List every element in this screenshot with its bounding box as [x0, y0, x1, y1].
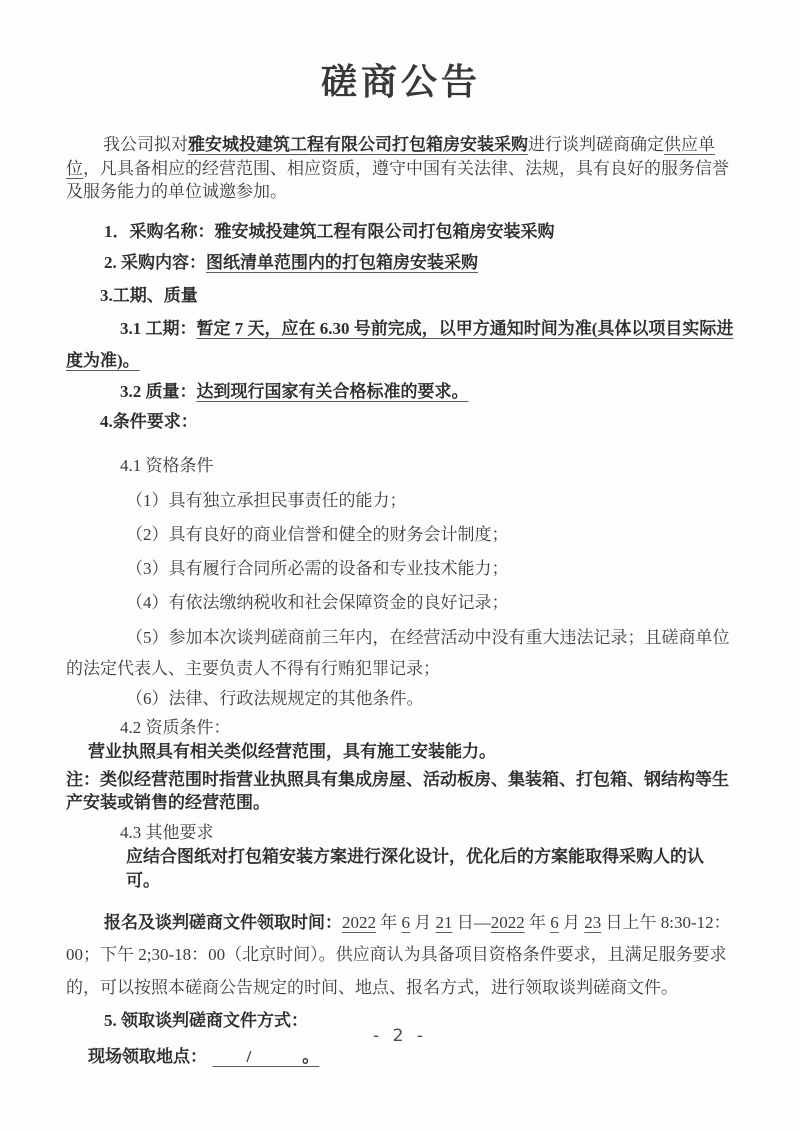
intro-paragraph	[66, 133, 736, 204]
duration-label: 3.1 工期：	[120, 318, 197, 338]
registration-sep3: 日—	[452, 912, 491, 932]
qualification-condition-5: （5）参加本次谈判磋商前三年内，在经营活动中没有重大违法记录；且磋商单位的法定代表人、主要负责人不得有行贿犯罪记录；	[66, 627, 730, 678]
qualification-condition-4: （4）有依法缴纳税收和社会保障资金的良好记录；	[126, 592, 509, 612]
scope-note: 注：类似经营范围时指营业执照具有集成房屋、活动板房、集装箱、打包箱、钢结构等生产安装或销售的经营范围。	[66, 769, 729, 812]
intro-tail: ，凡具备相应的经营范围、相应资质，遵守中国有关法律、法规，具有良好的服务信誉及服务能力的单位诚邀参加。	[66, 158, 729, 201]
registration-month2: 6	[550, 912, 559, 932]
quality-value: 达到现行国家有关合格标准的要求。	[196, 381, 469, 401]
document-content	[0, 54, 800, 1070]
registration-day1: 21	[435, 912, 453, 932]
registration-day2: 23	[584, 912, 602, 932]
registration-year2: 2022	[490, 912, 525, 932]
pickup-location-blank: / 。	[212, 1047, 320, 1066]
intro-supplier: 供应单位	[66, 135, 715, 178]
pickup-location-line	[88, 1044, 736, 1070]
section5-heading: 5. 领取谈判磋商文件方式：	[104, 1011, 308, 1030]
qualification-condition-3: （3）具有履行合同所必需的设备和专业技术能力；	[126, 558, 509, 578]
section43-heading: 4.3 其他要求	[120, 822, 214, 842]
intro-project-name: 雅安城投建筑工程有限公司打包箱房安装采购	[188, 135, 528, 154]
pickup-location-label: 现场领取地点：	[88, 1047, 199, 1066]
section4-heading: 4.条件要求：	[100, 411, 198, 431]
qualification-condition-1: （1）具有独立承担民事责任的能力；	[126, 490, 407, 510]
design-requirement: 应结合图纸对打包箱安装方案进行深化设计，优化后的方案能取得采购人的认可。	[126, 846, 704, 890]
procurement-content-label: 2. 采购内容：	[104, 252, 206, 272]
procurement-name-label: 1．采购名称：	[104, 221, 215, 241]
qualification-condition-2: （2）具有良好的商业信誉和健全的财务会计制度；	[126, 524, 509, 544]
intro-lead: 我公司拟对	[103, 135, 188, 154]
registration-year1: 2022	[342, 912, 376, 932]
registration-time-paragraph	[66, 907, 736, 1005]
quality-line	[120, 377, 736, 407]
registration-sep1: 年	[376, 912, 402, 932]
registration-sep2: 月	[410, 912, 436, 932]
section3-heading: 3.工期、质量	[100, 285, 198, 305]
registration-sep4: 年	[524, 912, 551, 932]
duration-value: 暂定 7 天，应在 6.30 号前完成，以甲方通知时间为准(具体以项目实际进度为准)。	[66, 318, 734, 370]
registration-tail: 日上午 8:30-12：00；下午 2;30-18：00（北京时间）。供应商认为具备项目资格条件要求，且满足服务要求的，可以按照本磋商公告规定的时间、地点、报名方式，进行领取谈判磋商文件。	[66, 912, 731, 997]
registration-label: 报名及谈判磋商文件领取时间：	[104, 912, 342, 932]
business-license-requirement: 营业执照具有相关类似经营范围，具有施工安装能力。	[88, 741, 496, 761]
page-number: - 2 -	[373, 1026, 427, 1046]
section41-heading: 4.1 资格条件	[120, 455, 214, 475]
duration-line	[66, 313, 736, 377]
page-title: 磋商公告	[320, 62, 481, 102]
procurement-name-value: 雅安城投建筑工程有限公司打包箱房安装采购	[214, 221, 555, 241]
registration-month1: 6	[401, 912, 410, 932]
procurement-content-line	[104, 250, 736, 276]
section42-heading: 4.2 资质条件：	[120, 717, 231, 737]
procurement-content-value: 图纸清单范围内的打包箱房安装采购	[206, 252, 478, 272]
registration-sep5: 月	[558, 912, 585, 932]
quality-label: 3.2 质量：	[120, 381, 197, 401]
qualification-condition-6: （6）法律、行政法规规定的其他条件。	[126, 688, 424, 708]
intro-mid: 进行谈判磋商确定	[528, 135, 664, 154]
procurement-name-line	[104, 219, 736, 245]
